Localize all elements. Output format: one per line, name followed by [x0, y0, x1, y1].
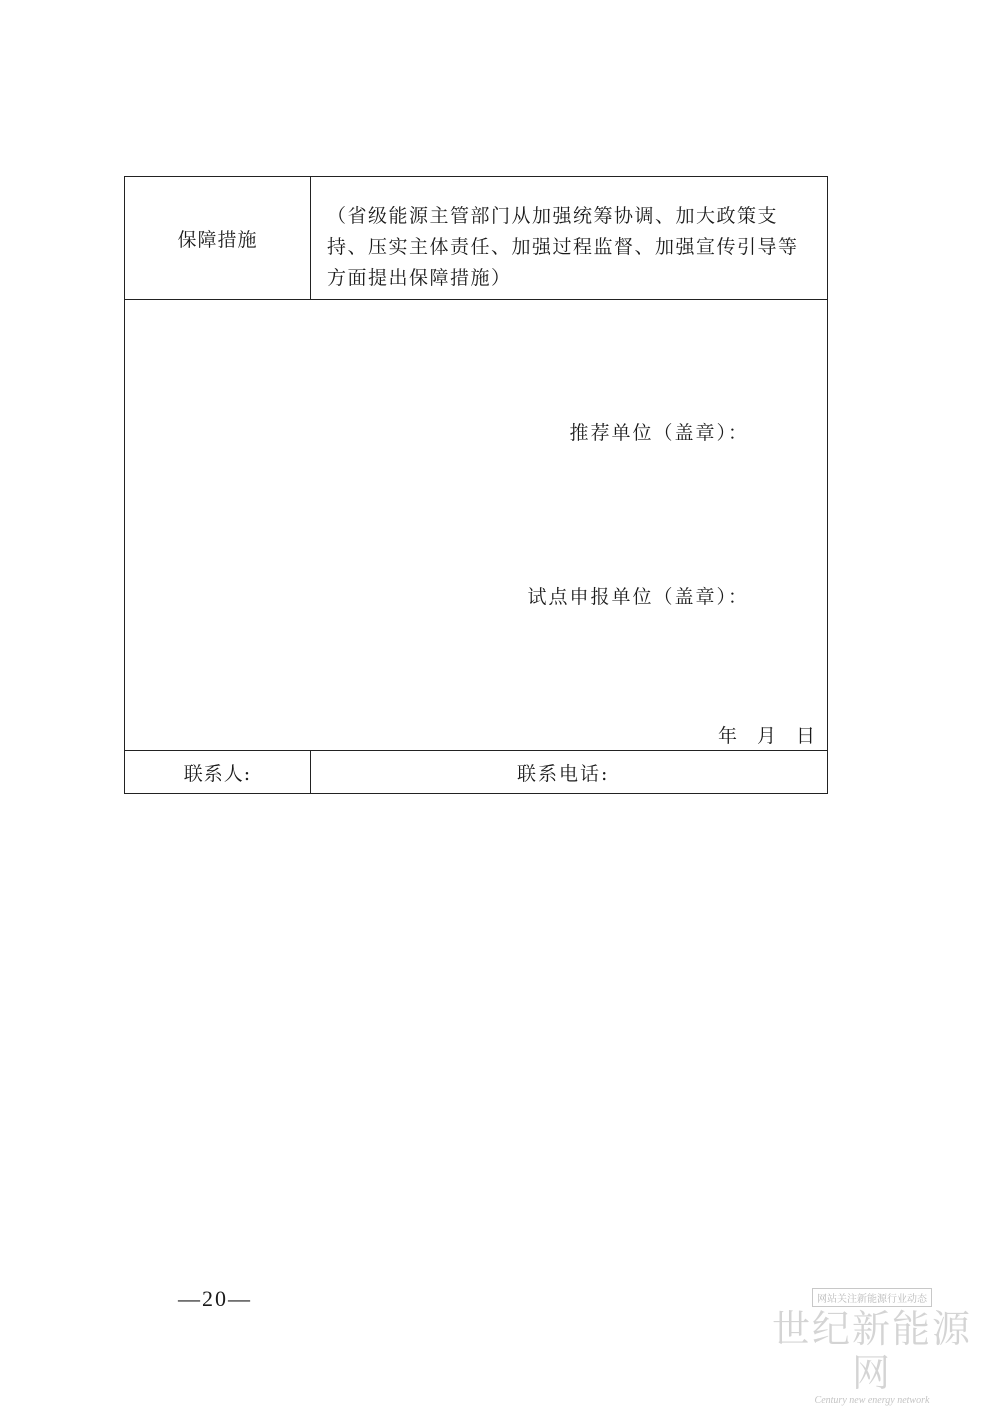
signature-date	[718, 721, 815, 748]
site-watermark	[772, 1287, 972, 1406]
date-day: 日	[795, 725, 815, 747]
watermark-tag: 网站关注新能源行业动态	[812, 1288, 932, 1307]
guarantee-measures-form	[124, 176, 828, 794]
page-number: —20—	[178, 1286, 252, 1311]
recommending-unit-seal: 推荐单位（盖章）：	[569, 422, 749, 444]
measures-note: （省级能源主管部门从加强统筹协调、加大政策支持、压实主体责任、加强过程监督、加强宣传引导等方面提出保障措施）	[327, 205, 799, 289]
measures-label: 保障措施	[125, 177, 311, 299]
applying-unit-seal: 试点申报单位（盖章）：	[527, 586, 749, 608]
measures-row	[125, 177, 827, 300]
signature-row	[125, 300, 827, 751]
date-year: 年	[717, 725, 737, 747]
date-month: 月	[756, 725, 776, 747]
watermark-name: 世纪新能源网	[772, 1307, 973, 1395]
contact-phone-label: 联系电话:	[517, 762, 610, 785]
watermark-subtitle: Century new energy network	[814, 1395, 930, 1406]
contact-row	[125, 751, 827, 793]
contact-person-label: 联系人:	[125, 751, 311, 793]
